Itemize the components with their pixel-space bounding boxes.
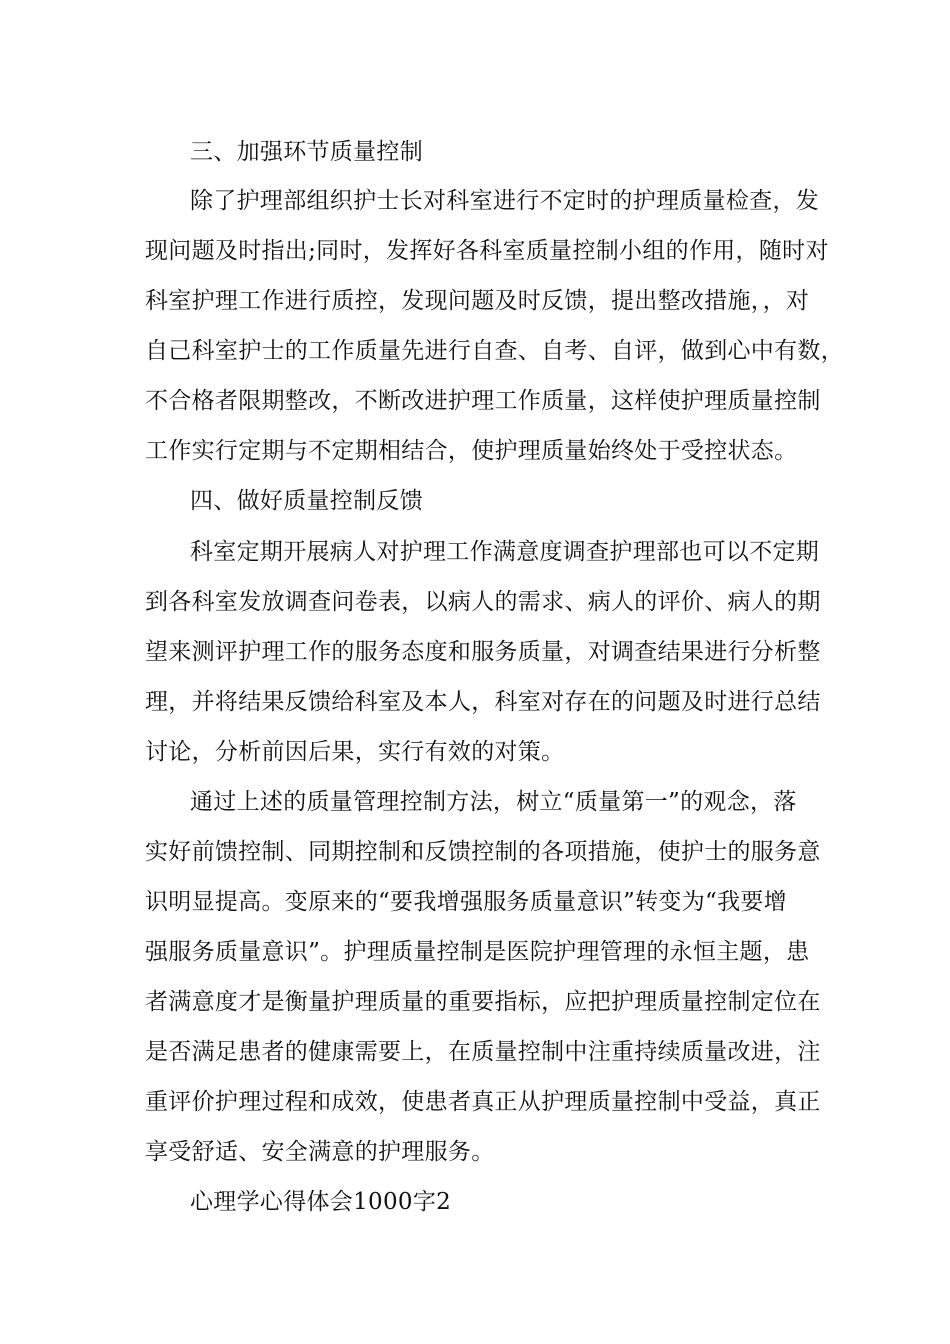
paragraph-line: 到各科室发放调查问卷表，以病人的需求、病人的评价、病人的期 [145, 589, 821, 615]
paragraph-line: 不合格者限期整改，不断改进护理工作质量，这样使护理质量控制 [145, 388, 821, 414]
section-4-heading: 四、做好质量控制反馈 [190, 488, 423, 514]
paragraph-line: 是否满足患者的健康需要上，在质量控制中注重持续质量改进，注 [145, 1039, 821, 1065]
next-section-title: 心理学心得体会1000字2 [190, 1189, 452, 1215]
paragraph-line: 通过上述的质量管理控制方法，树立“质量第一”的观念，落 [190, 789, 797, 815]
paragraph-line: 望来测评护理工作的服务态度和服务质量，对调查结果进行分析整 [145, 639, 821, 665]
paragraph-line: 强服务质量意识”。护理质量控制是医院护理管理的永恒主题，患 [145, 939, 810, 965]
paragraph-line: 除了护理部组织护士长对科室进行不定时的护理质量检查，发 [190, 188, 820, 214]
paragraph-line: 理，并将结果反馈给科室及本人，科室对存在的问题及时进行总结 [145, 689, 821, 715]
paragraph-line: 科室护理工作进行质控，发现问题及时反馈，提出整改措施，，对 [145, 288, 810, 314]
section-3-heading: 三、加强环节质量控制 [190, 139, 423, 165]
paragraph-line: 工作实行定期与不定期相结合，使护理质量始终处于受控状态。 [145, 438, 798, 464]
paragraph-line: 实好前馈控制、同期控制和反馈控制的各项措施，使护士的服务意 [145, 839, 821, 865]
paragraph-line: 者满意度才是衡量护理质量的重要指标，应把护理质量控制定位在 [145, 989, 821, 1015]
paragraph-line: 享受舒适、安全满意的护理服务。 [145, 1139, 495, 1165]
paragraph-line: 科室定期开展病人对护理工作满意度调查护理部也可以不定期 [190, 539, 820, 565]
paragraph-line: 讨论，分析前因后果，实行有效的对策。 [145, 739, 565, 765]
paragraph-line: 现问题及时指出;同时，发挥好各科室质量控制小组的作用，随时对 [145, 238, 829, 264]
paragraph-line: 识明显提高。变原来的“要我增强服务质量意识”转变为“我要增 [145, 889, 787, 915]
paragraph-line: 重评价护理过程和成效，使患者真正从护理质量控制中受益，真正 [145, 1089, 821, 1115]
paragraph-line: 自己科室护士的工作质量先进行自查、自考、自评，做到心中有数， [145, 338, 844, 364]
